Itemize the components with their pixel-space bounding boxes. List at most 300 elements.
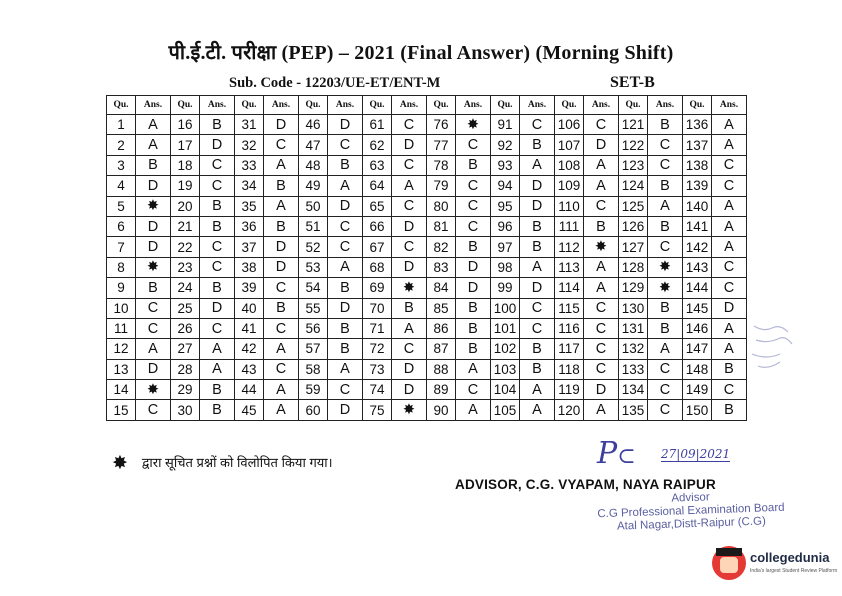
- answer-cell: C: [712, 176, 747, 196]
- answer-cell: ✸: [456, 115, 491, 135]
- question-number-cell: 32: [235, 135, 264, 155]
- question-number-cell: 102: [491, 339, 520, 359]
- answer-cell: B: [648, 318, 683, 338]
- question-number-cell: 49: [299, 176, 328, 196]
- answer-cell: B: [200, 380, 235, 400]
- column-header-question: Qu.: [683, 96, 712, 115]
- table-row: [107, 278, 747, 298]
- table-row: [107, 196, 747, 216]
- question-number-cell: 50: [299, 196, 328, 216]
- question-number-cell: 100: [491, 298, 520, 318]
- answer-cell: D: [200, 298, 235, 318]
- answer-cell: A: [328, 359, 363, 379]
- answer-cell: B: [648, 216, 683, 236]
- answer-cell: C: [200, 155, 235, 175]
- answer-cell: C: [584, 196, 619, 216]
- question-number-cell: 19: [171, 176, 200, 196]
- answer-cell: C: [264, 278, 299, 298]
- question-number-cell: 6: [107, 216, 136, 236]
- question-number-cell: 111: [555, 216, 584, 236]
- answer-cell: D: [328, 298, 363, 318]
- answer-cell: C: [648, 359, 683, 379]
- question-number-cell: 114: [555, 278, 584, 298]
- question-number-cell: 91: [491, 115, 520, 135]
- question-number-cell: 40: [235, 298, 264, 318]
- question-number-cell: 137: [683, 135, 712, 155]
- column-header-answer: Ans.: [648, 96, 683, 115]
- subject-code: Sub. Code - 12203/UE-ET/ENT-M: [229, 75, 441, 91]
- question-number-cell: 84: [427, 278, 456, 298]
- answer-cell: C: [200, 257, 235, 277]
- answer-key-table: [106, 95, 747, 421]
- question-number-cell: 64: [363, 176, 392, 196]
- question-number-cell: 42: [235, 339, 264, 359]
- question-number-cell: 4: [107, 176, 136, 196]
- question-number-cell: 47: [299, 135, 328, 155]
- table-header-row: [107, 96, 747, 115]
- question-number-cell: 43: [235, 359, 264, 379]
- question-number-cell: 136: [683, 115, 712, 135]
- answer-cell: A: [712, 237, 747, 257]
- question-number-cell: 124: [619, 176, 648, 196]
- table-row: [107, 400, 747, 420]
- answer-cell: C: [200, 176, 235, 196]
- question-number-cell: 25: [171, 298, 200, 318]
- answer-cell: C: [456, 216, 491, 236]
- answer-cell: C: [584, 339, 619, 359]
- question-number-cell: 76: [427, 115, 456, 135]
- answer-cell: A: [648, 339, 683, 359]
- answer-cell: C: [328, 216, 363, 236]
- answer-cell: C: [520, 115, 555, 135]
- answer-cell: A: [200, 359, 235, 379]
- deletion-note: [112, 452, 333, 475]
- advisor-signature-line: ADVISOR, C.G. VYAPAM, NAYA RAIPUR: [455, 477, 716, 492]
- question-number-cell: 85: [427, 298, 456, 318]
- answer-cell: C: [584, 298, 619, 318]
- question-number-cell: 125: [619, 196, 648, 216]
- answer-cell: ✸: [136, 196, 171, 216]
- question-number-cell: 62: [363, 135, 392, 155]
- answer-cell: D: [136, 359, 171, 379]
- question-number-cell: 89: [427, 380, 456, 400]
- answer-cell: C: [648, 155, 683, 175]
- answer-cell: D: [520, 196, 555, 216]
- question-number-cell: 71: [363, 318, 392, 338]
- question-number-cell: 146: [683, 318, 712, 338]
- answer-cell: D: [584, 135, 619, 155]
- question-number-cell: 23: [171, 257, 200, 277]
- question-number-cell: 130: [619, 298, 648, 318]
- answer-cell: C: [264, 359, 299, 379]
- mascot-face-icon: [720, 557, 738, 573]
- answer-cell: ✸: [136, 380, 171, 400]
- question-number-cell: 131: [619, 318, 648, 338]
- stamp-line-3: Atal Nagar,Distt-Raipur (C.G): [616, 515, 767, 533]
- answer-cell: A: [712, 115, 747, 135]
- question-number-cell: 79: [427, 176, 456, 196]
- answer-cell: B: [520, 339, 555, 359]
- question-number-cell: 29: [171, 380, 200, 400]
- answer-cell: A: [264, 400, 299, 420]
- question-number-cell: 139: [683, 176, 712, 196]
- answer-cell: B: [200, 278, 235, 298]
- question-number-cell: 149: [683, 380, 712, 400]
- question-number-cell: 87: [427, 339, 456, 359]
- question-number-cell: 122: [619, 135, 648, 155]
- note-text: द्वारा सूचित प्रश्नों को विलोपित किया गया।: [141, 455, 333, 470]
- question-number-cell: 67: [363, 237, 392, 257]
- answer-cell: B: [328, 155, 363, 175]
- answer-cell: ✸: [392, 278, 427, 298]
- answer-cell: C: [264, 135, 299, 155]
- answer-cell: C: [584, 318, 619, 338]
- question-number-cell: 30: [171, 400, 200, 420]
- column-header-question: Qu.: [171, 96, 200, 115]
- answer-cell: C: [712, 257, 747, 277]
- question-number-cell: 20: [171, 196, 200, 216]
- question-number-cell: 15: [107, 400, 136, 420]
- question-number-cell: 18: [171, 155, 200, 175]
- answer-cell: D: [392, 359, 427, 379]
- answer-cell: B: [520, 135, 555, 155]
- answer-cell: B: [328, 278, 363, 298]
- answer-cell: B: [648, 298, 683, 318]
- handwritten-signature: [597, 436, 731, 471]
- table-row: [107, 318, 747, 338]
- question-number-cell: 21: [171, 216, 200, 236]
- answer-cell: C: [328, 135, 363, 155]
- question-number-cell: 90: [427, 400, 456, 420]
- question-number-cell: 26: [171, 318, 200, 338]
- set-label: SET-B: [610, 74, 655, 91]
- question-number-cell: 108: [555, 155, 584, 175]
- margin-scribble: [744, 318, 802, 378]
- answer-cell: A: [136, 339, 171, 359]
- answer-cell: B: [584, 216, 619, 236]
- column-header-question: Qu.: [491, 96, 520, 115]
- question-number-cell: 103: [491, 359, 520, 379]
- answer-cell: D: [200, 135, 235, 155]
- table-row: [107, 216, 747, 236]
- answer-cell: C: [200, 318, 235, 338]
- question-number-cell: 13: [107, 359, 136, 379]
- answer-cell: B: [200, 216, 235, 236]
- table-row: [107, 237, 747, 257]
- answer-cell: A: [712, 135, 747, 155]
- answer-cell: C: [456, 135, 491, 155]
- answer-cell: C: [136, 400, 171, 420]
- answer-cell: C: [648, 237, 683, 257]
- question-number-cell: 107: [555, 135, 584, 155]
- question-number-cell: 118: [555, 359, 584, 379]
- table-row: [107, 176, 747, 196]
- star-symbol: ✸: [112, 453, 128, 474]
- question-number-cell: 10: [107, 298, 136, 318]
- answer-cell: D: [456, 278, 491, 298]
- question-number-cell: 27: [171, 339, 200, 359]
- answer-cell: D: [136, 176, 171, 196]
- question-number-cell: 11: [107, 318, 136, 338]
- answer-cell: B: [264, 298, 299, 318]
- answer-cell: A: [648, 196, 683, 216]
- brand-tagline: India's largest Student Review Platform: [750, 568, 838, 574]
- answer-cell: C: [584, 359, 619, 379]
- table-row: [107, 135, 747, 155]
- question-number-cell: 134: [619, 380, 648, 400]
- question-number-cell: 77: [427, 135, 456, 155]
- question-number-cell: 51: [299, 216, 328, 236]
- answer-cell: D: [392, 135, 427, 155]
- answer-cell: ✸: [648, 278, 683, 298]
- answer-cell: B: [520, 216, 555, 236]
- question-number-cell: 74: [363, 380, 392, 400]
- question-number-cell: 3: [107, 155, 136, 175]
- question-number-cell: 65: [363, 196, 392, 216]
- official-stamp: [595, 489, 786, 535]
- stamp-line-1: Advisor: [671, 491, 710, 505]
- answer-cell: A: [584, 257, 619, 277]
- answer-cell: A: [520, 400, 555, 420]
- column-header-answer: Ans.: [456, 96, 491, 115]
- answer-cell: C: [200, 237, 235, 257]
- answer-cell: A: [200, 339, 235, 359]
- answer-cell: C: [712, 155, 747, 175]
- question-number-cell: 1: [107, 115, 136, 135]
- answer-cell: C: [136, 318, 171, 338]
- table-body: [107, 115, 747, 421]
- answer-cell: B: [456, 155, 491, 175]
- column-header-answer: Ans.: [264, 96, 299, 115]
- answer-cell: A: [136, 115, 171, 135]
- answer-cell: C: [648, 380, 683, 400]
- question-number-cell: 44: [235, 380, 264, 400]
- answer-cell: B: [328, 318, 363, 338]
- answer-cell: A: [456, 400, 491, 420]
- question-number-cell: 46: [299, 115, 328, 135]
- signature-date: 27|09|2021: [661, 447, 731, 461]
- question-number-cell: 68: [363, 257, 392, 277]
- answer-cell: B: [200, 400, 235, 420]
- question-number-cell: 17: [171, 135, 200, 155]
- question-number-cell: 58: [299, 359, 328, 379]
- answer-cell: D: [520, 176, 555, 196]
- question-number-cell: 57: [299, 339, 328, 359]
- answer-cell: B: [264, 176, 299, 196]
- graduation-cap-icon: [716, 548, 742, 556]
- question-number-cell: 12: [107, 339, 136, 359]
- question-number-cell: 112: [555, 237, 584, 257]
- column-header-answer: Ans.: [136, 96, 171, 115]
- question-number-cell: 116: [555, 318, 584, 338]
- answer-cell: B: [136, 278, 171, 298]
- answer-cell: A: [392, 176, 427, 196]
- question-number-cell: 143: [683, 257, 712, 277]
- answer-cell: D: [328, 400, 363, 420]
- answer-cell: C: [584, 115, 619, 135]
- answer-cell: D: [712, 298, 747, 318]
- question-number-cell: 56: [299, 318, 328, 338]
- collegedunia-watermark: [712, 544, 838, 586]
- answer-cell: ✸: [136, 257, 171, 277]
- question-number-cell: 117: [555, 339, 584, 359]
- answer-cell: A: [584, 278, 619, 298]
- answer-cell: C: [392, 237, 427, 257]
- column-header-answer: Ans.: [520, 96, 555, 115]
- answer-cell: ✸: [584, 237, 619, 257]
- question-number-cell: 55: [299, 298, 328, 318]
- question-number-cell: 142: [683, 237, 712, 257]
- question-number-cell: 94: [491, 176, 520, 196]
- answer-cell: B: [200, 115, 235, 135]
- question-number-cell: 52: [299, 237, 328, 257]
- question-number-cell: 24: [171, 278, 200, 298]
- answer-cell: A: [264, 339, 299, 359]
- answer-cell: A: [712, 339, 747, 359]
- answer-cell: A: [712, 196, 747, 216]
- table-row: [107, 257, 747, 277]
- question-number-cell: 69: [363, 278, 392, 298]
- answer-cell: B: [520, 359, 555, 379]
- answer-cell: B: [136, 155, 171, 175]
- answer-cell: A: [264, 196, 299, 216]
- question-number-cell: 81: [427, 216, 456, 236]
- question-number-cell: 106: [555, 115, 584, 135]
- question-number-cell: 60: [299, 400, 328, 420]
- answer-cell: A: [584, 400, 619, 420]
- column-header-question: Qu.: [427, 96, 456, 115]
- question-number-cell: 105: [491, 400, 520, 420]
- answer-cell: B: [328, 339, 363, 359]
- answer-cell: C: [392, 115, 427, 135]
- answer-cell: A: [520, 257, 555, 277]
- column-header-question: Qu.: [555, 96, 584, 115]
- question-number-cell: 38: [235, 257, 264, 277]
- table-row: [107, 339, 747, 359]
- question-number-cell: 88: [427, 359, 456, 379]
- question-number-cell: 144: [683, 278, 712, 298]
- answer-cell: B: [712, 359, 747, 379]
- answer-cell: A: [520, 380, 555, 400]
- question-number-cell: 7: [107, 237, 136, 257]
- answer-cell: C: [456, 176, 491, 196]
- question-number-cell: 34: [235, 176, 264, 196]
- column-header-question: Qu.: [299, 96, 328, 115]
- question-number-cell: 53: [299, 257, 328, 277]
- answer-cell: A: [712, 318, 747, 338]
- answer-cell: C: [264, 318, 299, 338]
- answer-cell: D: [264, 257, 299, 277]
- answer-cell: D: [392, 216, 427, 236]
- question-number-cell: 121: [619, 115, 648, 135]
- question-number-cell: 126: [619, 216, 648, 236]
- question-number-cell: 109: [555, 176, 584, 196]
- column-header-question: Qu.: [235, 96, 264, 115]
- answer-cell: B: [456, 237, 491, 257]
- question-number-cell: 104: [491, 380, 520, 400]
- answer-cell: A: [392, 318, 427, 338]
- column-header-answer: Ans.: [328, 96, 363, 115]
- question-number-cell: 78: [427, 155, 456, 175]
- answer-cell: D: [136, 237, 171, 257]
- answer-cell: C: [456, 196, 491, 216]
- question-number-cell: 86: [427, 318, 456, 338]
- answer-cell: C: [648, 135, 683, 155]
- question-number-cell: 140: [683, 196, 712, 216]
- answer-cell: B: [456, 339, 491, 359]
- answer-cell: A: [328, 257, 363, 277]
- column-header-answer: Ans.: [200, 96, 235, 115]
- question-number-cell: 92: [491, 135, 520, 155]
- question-number-cell: 2: [107, 135, 136, 155]
- question-number-cell: 132: [619, 339, 648, 359]
- question-number-cell: 101: [491, 318, 520, 338]
- answer-cell: A: [520, 155, 555, 175]
- question-number-cell: 83: [427, 257, 456, 277]
- column-header-question: Qu.: [619, 96, 648, 115]
- question-number-cell: 5: [107, 196, 136, 216]
- question-number-cell: 95: [491, 196, 520, 216]
- question-number-cell: 82: [427, 237, 456, 257]
- column-header-answer: Ans.: [392, 96, 427, 115]
- question-number-cell: 16: [171, 115, 200, 135]
- answer-cell: D: [520, 278, 555, 298]
- question-number-cell: 63: [363, 155, 392, 175]
- answer-cell: C: [712, 380, 747, 400]
- question-number-cell: 97: [491, 237, 520, 257]
- question-number-cell: 61: [363, 115, 392, 135]
- answer-cell: B: [712, 400, 747, 420]
- question-number-cell: 123: [619, 155, 648, 175]
- question-number-cell: 133: [619, 359, 648, 379]
- answer-cell: A: [584, 155, 619, 175]
- question-number-cell: 41: [235, 318, 264, 338]
- answer-cell: B: [648, 176, 683, 196]
- table-row: [107, 380, 747, 400]
- question-number-cell: 120: [555, 400, 584, 420]
- answer-cell: D: [392, 380, 427, 400]
- question-number-cell: 22: [171, 237, 200, 257]
- page-title: पी.ई.टी. परीक्षा (PEP) – 2021 (Final Answer) (Morning Shift): [168, 42, 674, 64]
- question-number-cell: 31: [235, 115, 264, 135]
- question-number-cell: 99: [491, 278, 520, 298]
- question-number-cell: 119: [555, 380, 584, 400]
- answer-cell: ✸: [648, 257, 683, 277]
- question-number-cell: 145: [683, 298, 712, 318]
- column-header-answer: Ans.: [584, 96, 619, 115]
- answer-cell: C: [392, 196, 427, 216]
- column-header-answer: Ans.: [712, 96, 747, 115]
- answer-cell: C: [520, 298, 555, 318]
- answer-cell: C: [136, 298, 171, 318]
- question-number-cell: 33: [235, 155, 264, 175]
- question-number-cell: 141: [683, 216, 712, 236]
- question-number-cell: 129: [619, 278, 648, 298]
- question-number-cell: 8: [107, 257, 136, 277]
- answer-cell: B: [392, 298, 427, 318]
- answer-cell: D: [264, 115, 299, 135]
- answer-cell: C: [520, 318, 555, 338]
- question-number-cell: 110: [555, 196, 584, 216]
- question-number-cell: 80: [427, 196, 456, 216]
- answer-cell: A: [712, 216, 747, 236]
- column-header-question: Qu.: [363, 96, 392, 115]
- answer-cell: D: [136, 216, 171, 236]
- question-number-cell: 113: [555, 257, 584, 277]
- question-number-cell: 59: [299, 380, 328, 400]
- answer-cell: B: [264, 216, 299, 236]
- question-number-cell: 45: [235, 400, 264, 420]
